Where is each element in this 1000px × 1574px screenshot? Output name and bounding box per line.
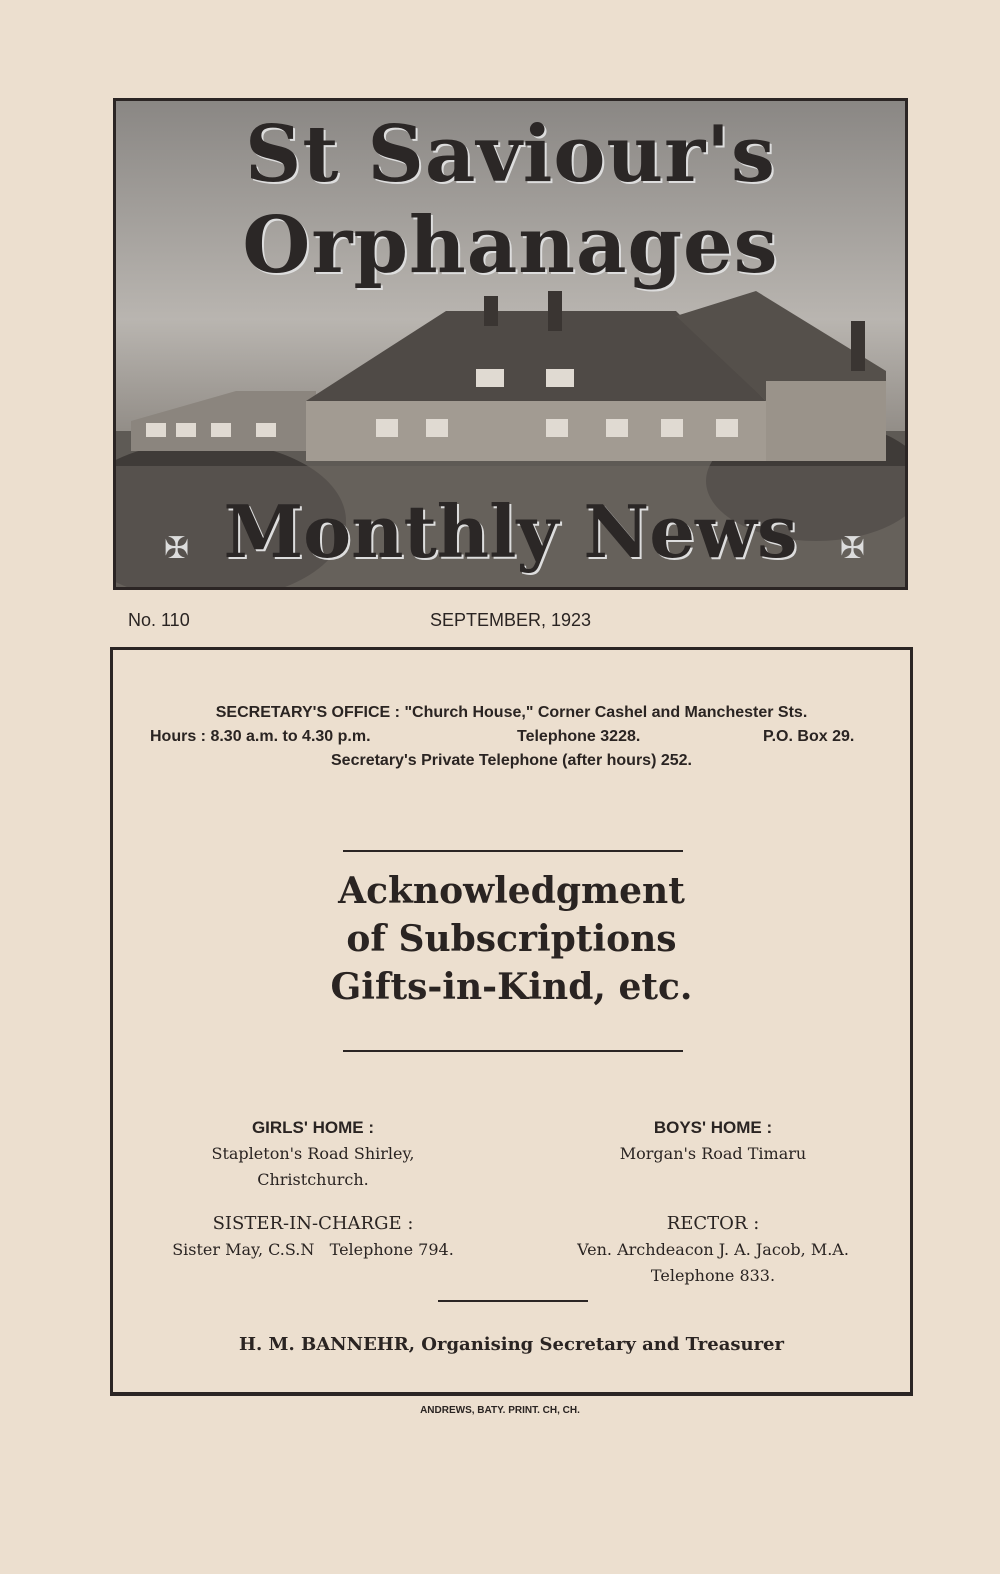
heading-line-2: of Subscriptions (346, 918, 677, 960)
boys-home-telephone: Telephone 833. (650, 1266, 776, 1285)
sister-contact (113, 1237, 513, 1263)
private-telephone: Secretary's Private Telephone (after hours) 252. (331, 752, 692, 769)
cross-ornament-icon: ✠ (164, 531, 190, 566)
girls-home-address: Stapleton's Road Shirley, (211, 1144, 415, 1163)
divider (343, 850, 683, 852)
secretary-office: SECRETARY'S OFFICE : "Church House," Corner Cashel and Manchester Sts. (215, 704, 808, 721)
rector-label: RECTOR : (666, 1213, 760, 1234)
issue-number: No. 110 (128, 610, 190, 630)
info-box (110, 647, 913, 1396)
girls-home-section (113, 1115, 513, 1263)
girls-home-city: Christchurch. (257, 1170, 369, 1189)
divider (438, 1300, 588, 1302)
cross-ornament-icon: ✠ (839, 531, 865, 566)
sister-name: Sister May, C.S.N (172, 1240, 315, 1259)
heading-line-3: Gifts-in-Kind, etc. (330, 966, 693, 1008)
boys-home-address: Morgan's Road Timaru (619, 1144, 807, 1163)
heading-line-1: Acknowledgment (338, 870, 685, 912)
treasurer: H. M. BANNEHR, Organising Secretary and Treasurer (238, 1334, 784, 1355)
office-telephone: Telephone 3228. (517, 728, 641, 745)
girls-home-telephone: Telephone 794. (329, 1240, 454, 1259)
masthead-subtitle: Monthly News (223, 489, 798, 574)
masthead-title: St Saviour's Orphanages (242, 109, 779, 291)
printer-credit: ANDREWS, BATY. PRINT. CH, CH. (420, 1405, 580, 1416)
divider (343, 1050, 683, 1052)
sister-in-charge-label: SISTER-IN-CHARGE : (212, 1213, 414, 1234)
po-box: P.O. Box 29. (763, 728, 855, 745)
office-hours: Hours : 8.30 a.m. to 4.30 p.m. (150, 728, 371, 745)
rector-name: Ven. Archdeacon J. A. Jacob, M.A. (577, 1240, 849, 1259)
girls-home-title: GIRLS' HOME : (251, 1118, 375, 1137)
masthead-banner (113, 98, 908, 590)
boys-home-section (513, 1115, 913, 1289)
issue-date: SEPTEMBER, 1923 (430, 610, 592, 630)
boys-home-title: BOYS' HOME : (653, 1118, 773, 1137)
